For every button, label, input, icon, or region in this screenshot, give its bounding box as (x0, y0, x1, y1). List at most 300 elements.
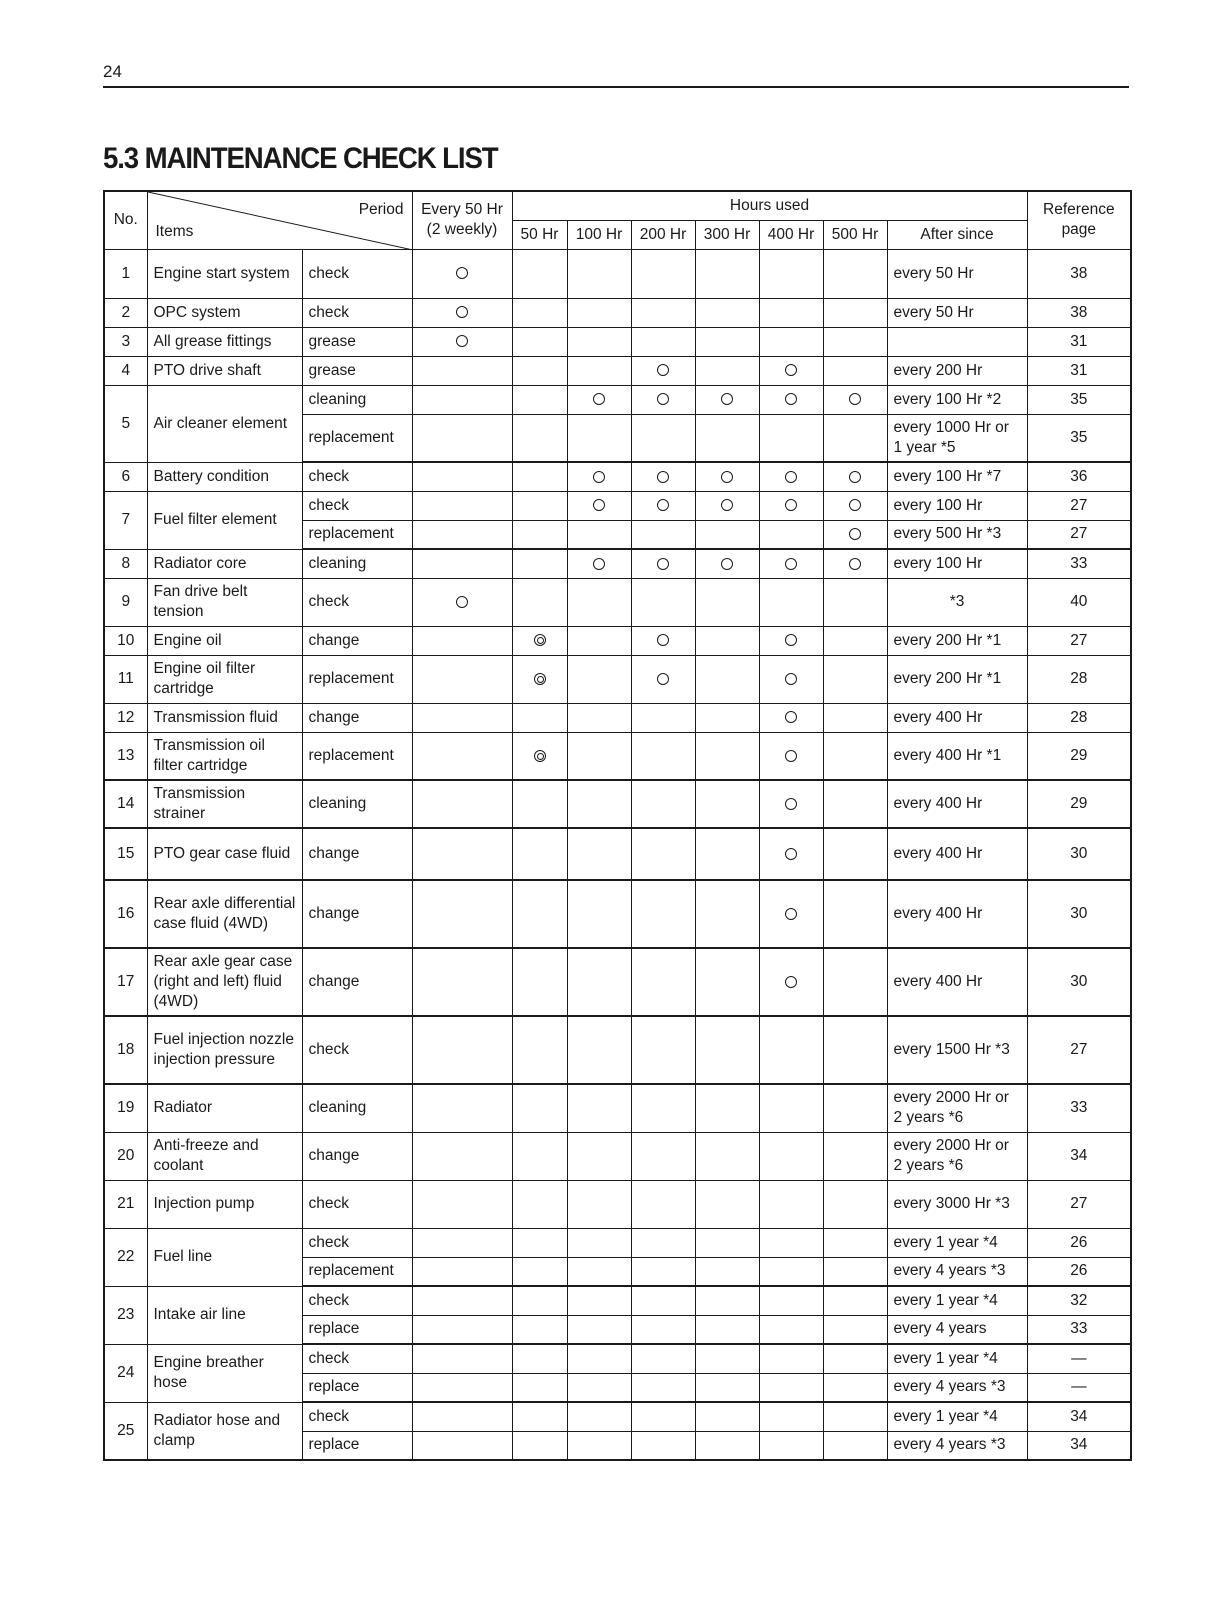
schedule-cell (412, 520, 512, 549)
header-every50-line2: (2 weekly) (426, 221, 498, 239)
row-period: cleaning (302, 549, 412, 578)
schedule-cell (567, 1373, 631, 1402)
schedule-cell (759, 578, 823, 626)
row-after-since: every 2000 Hr or 2 years *6 (887, 1132, 1027, 1180)
schedule-cell (567, 1344, 631, 1373)
schedule-cell (512, 732, 567, 780)
schedule-cell (695, 520, 759, 549)
table-row (104, 655, 1131, 703)
schedule-cell (631, 578, 695, 626)
schedule-cell (412, 780, 512, 828)
schedule-cell (695, 626, 759, 655)
row-number: 25 (104, 1402, 147, 1460)
schedule-cell (412, 1431, 512, 1460)
schedule-cell (759, 732, 823, 780)
table-row (104, 385, 1131, 414)
row-reference-page: 27 (1027, 491, 1131, 520)
row-after-since (887, 327, 1027, 356)
header-items: Items (155, 222, 194, 240)
schedule-cell (512, 948, 567, 1016)
schedule-cell (759, 491, 823, 520)
header-after-since: After since (887, 220, 1027, 249)
schedule-cell (823, 1228, 887, 1257)
circle-mark-icon (849, 499, 861, 511)
circle-mark-icon (657, 393, 669, 405)
schedule-cell (695, 655, 759, 703)
schedule-cell (823, 1257, 887, 1286)
schedule-cell (631, 655, 695, 703)
schedule-cell (695, 780, 759, 828)
schedule-cell (567, 1180, 631, 1228)
page-title: 5.3 MAINTENANCE CHECK LIST (103, 142, 498, 175)
schedule-cell (631, 703, 695, 732)
schedule-cell (512, 880, 567, 948)
schedule-cell (567, 491, 631, 520)
row-reference-page: 27 (1027, 520, 1131, 549)
schedule-cell (631, 626, 695, 655)
row-after-since: every 200 Hr (887, 356, 1027, 385)
row-reference-page: 30 (1027, 880, 1131, 948)
row-after-since: every 400 Hr (887, 948, 1027, 1016)
row-item: Radiator (147, 1084, 302, 1132)
schedule-cell (823, 1373, 887, 1402)
schedule-cell (631, 385, 695, 414)
header-period: Period (358, 201, 404, 218)
schedule-cell (823, 385, 887, 414)
schedule-cell (512, 1315, 567, 1344)
schedule-cell (631, 732, 695, 780)
schedule-cell (412, 578, 512, 626)
row-reference-page: 30 (1027, 948, 1131, 1016)
schedule-cell (823, 1286, 887, 1315)
circle-mark-icon (849, 528, 861, 540)
schedule-cell (412, 414, 512, 462)
schedule-cell (759, 298, 823, 327)
circle-mark-icon (785, 908, 797, 920)
table-row (104, 780, 1131, 828)
circle-mark-icon (657, 364, 669, 376)
table-row (104, 703, 1131, 732)
schedule-cell (759, 1402, 823, 1431)
table-row (104, 491, 1131, 520)
schedule-cell (695, 1286, 759, 1315)
schedule-cell (695, 578, 759, 626)
schedule-cell (512, 1132, 567, 1180)
schedule-cell (823, 703, 887, 732)
schedule-cell (512, 1016, 567, 1084)
schedule-cell (631, 1373, 695, 1402)
circle-mark-icon (721, 471, 733, 483)
schedule-cell (412, 298, 512, 327)
schedule-cell (567, 549, 631, 578)
header-hours-used: Hours used (512, 191, 1027, 220)
table-row (104, 1016, 1131, 1084)
row-reference-page: 26 (1027, 1257, 1131, 1286)
schedule-cell (512, 356, 567, 385)
schedule-cell (631, 414, 695, 462)
row-period: check (302, 462, 412, 491)
schedule-cell (412, 1373, 512, 1402)
schedule-cell (412, 655, 512, 703)
row-item: All grease fittings (147, 327, 302, 356)
schedule-cell (512, 1373, 567, 1402)
schedule-cell (412, 1180, 512, 1228)
row-item: Intake air line (147, 1286, 302, 1344)
schedule-cell (823, 1315, 887, 1344)
schedule-cell (759, 1257, 823, 1286)
schedule-cell (412, 880, 512, 948)
row-period: check (302, 1228, 412, 1257)
schedule-cell (759, 249, 823, 298)
row-number: 17 (104, 948, 147, 1016)
schedule-cell (512, 520, 567, 549)
schedule-cell (567, 655, 631, 703)
schedule-cell (631, 880, 695, 948)
schedule-cell (823, 880, 887, 948)
maintenance-check-table (103, 190, 1132, 1461)
schedule-cell (512, 414, 567, 462)
schedule-cell (567, 1084, 631, 1132)
schedule-cell (823, 780, 887, 828)
schedule-cell (823, 462, 887, 491)
schedule-cell (823, 1344, 887, 1373)
schedule-cell (631, 462, 695, 491)
row-reference-page: 35 (1027, 414, 1131, 462)
row-reference-page: 26 (1027, 1228, 1131, 1257)
circle-mark-icon (849, 558, 861, 570)
circle-mark-icon (849, 393, 861, 405)
row-after-since: every 4 years (887, 1315, 1027, 1344)
schedule-cell (695, 549, 759, 578)
row-item: PTO gear case fluid (147, 828, 302, 880)
row-period: check (302, 249, 412, 298)
schedule-cell (567, 880, 631, 948)
circle-mark-icon (593, 393, 605, 405)
row-after-since: every 1500 Hr *3 (887, 1016, 1027, 1084)
schedule-cell (695, 1344, 759, 1373)
schedule-cell (631, 1344, 695, 1373)
table-row (104, 828, 1131, 880)
row-after-since: every 400 Hr (887, 703, 1027, 732)
schedule-cell (695, 491, 759, 520)
row-number: 13 (104, 732, 147, 780)
schedule-cell (631, 780, 695, 828)
row-period: replace (302, 1315, 412, 1344)
row-reference-page: 27 (1027, 1016, 1131, 1084)
header-hour-200: 200 Hr (631, 220, 695, 249)
row-period: replacement (302, 520, 412, 549)
row-item: Rear axle gear case (right and left) fluid (4WD) (147, 948, 302, 1016)
row-after-since: every 200 Hr *1 (887, 655, 1027, 703)
row-reference-page: — (1027, 1373, 1131, 1402)
schedule-cell (823, 626, 887, 655)
schedule-cell (695, 1431, 759, 1460)
row-after-since: *3 (887, 578, 1027, 626)
schedule-cell (412, 1016, 512, 1084)
row-period: change (302, 948, 412, 1016)
schedule-cell (695, 1373, 759, 1402)
schedule-cell (412, 1228, 512, 1257)
row-after-since: every 400 Hr (887, 880, 1027, 948)
schedule-cell (512, 462, 567, 491)
row-reference-page: 31 (1027, 327, 1131, 356)
schedule-cell (631, 298, 695, 327)
schedule-cell (512, 491, 567, 520)
schedule-cell (567, 578, 631, 626)
circle-mark-icon (593, 499, 605, 511)
schedule-cell (512, 578, 567, 626)
schedule-cell (631, 327, 695, 356)
schedule-cell (631, 1228, 695, 1257)
table-body (104, 249, 1131, 1460)
schedule-cell (567, 1402, 631, 1431)
circle-mark-icon (849, 471, 861, 483)
schedule-cell (631, 520, 695, 549)
row-period: change (302, 703, 412, 732)
schedule-cell (695, 298, 759, 327)
circle-mark-icon (657, 558, 669, 570)
schedule-cell (567, 1315, 631, 1344)
circle-mark-icon (785, 750, 797, 762)
schedule-cell (759, 655, 823, 703)
schedule-cell (567, 462, 631, 491)
row-item: Rear axle differential case fluid (4WD) (147, 880, 302, 948)
circle-mark-icon (785, 711, 797, 723)
schedule-cell (567, 1132, 631, 1180)
schedule-cell (695, 414, 759, 462)
row-after-since: every 1 year *4 (887, 1228, 1027, 1257)
row-number: 8 (104, 549, 147, 578)
row-reference-page: 30 (1027, 828, 1131, 880)
row-after-since: every 2000 Hr or 2 years *6 (887, 1084, 1027, 1132)
row-period: change (302, 626, 412, 655)
table-row (104, 1132, 1131, 1180)
row-after-since: every 1 year *4 (887, 1344, 1027, 1373)
schedule-cell (823, 1180, 887, 1228)
circle-mark-icon (456, 267, 468, 279)
row-number: 9 (104, 578, 147, 626)
row-number: 18 (104, 1016, 147, 1084)
schedule-cell (567, 520, 631, 549)
table-row (104, 626, 1131, 655)
row-reference-page: 32 (1027, 1286, 1131, 1315)
schedule-cell (695, 732, 759, 780)
top-rule (103, 86, 1129, 88)
header-hour-400: 400 Hr (759, 220, 823, 249)
schedule-cell (412, 1315, 512, 1344)
header-every50 (412, 191, 512, 249)
schedule-cell (512, 327, 567, 356)
schedule-cell (631, 549, 695, 578)
row-item: Fuel injection nozzle injection pressure (147, 1016, 302, 1084)
circle-mark-icon (593, 558, 605, 570)
schedule-cell (823, 549, 887, 578)
schedule-cell (823, 948, 887, 1016)
row-after-since: every 4 years *3 (887, 1257, 1027, 1286)
schedule-cell (823, 1431, 887, 1460)
schedule-cell (567, 626, 631, 655)
schedule-cell (567, 732, 631, 780)
schedule-cell (759, 1286, 823, 1315)
table-row (104, 462, 1131, 491)
schedule-cell (823, 828, 887, 880)
schedule-cell (823, 1402, 887, 1431)
schedule-cell (567, 1286, 631, 1315)
row-reference-page: — (1027, 1344, 1131, 1373)
schedule-cell (412, 828, 512, 880)
schedule-cell (823, 732, 887, 780)
schedule-cell (695, 385, 759, 414)
row-item: Engine start system (147, 249, 302, 298)
schedule-cell (695, 880, 759, 948)
schedule-cell (759, 1084, 823, 1132)
schedule-cell (759, 520, 823, 549)
row-number: 20 (104, 1132, 147, 1180)
circle-mark-icon (785, 393, 797, 405)
row-number: 23 (104, 1286, 147, 1344)
schedule-cell (512, 1402, 567, 1431)
schedule-cell (823, 578, 887, 626)
page-number: 24 (103, 62, 122, 81)
row-period: check (302, 1016, 412, 1084)
header-ref-line1: Reference (1043, 201, 1115, 219)
schedule-cell (759, 1373, 823, 1402)
schedule-cell (512, 1257, 567, 1286)
schedule-cell (412, 1132, 512, 1180)
schedule-cell (631, 1431, 695, 1460)
circle-mark-icon (785, 499, 797, 511)
header-no: No. (104, 191, 147, 249)
row-after-since: every 50 Hr (887, 249, 1027, 298)
row-number: 10 (104, 626, 147, 655)
schedule-cell (567, 948, 631, 1016)
schedule-cell (759, 385, 823, 414)
row-reference-page: 38 (1027, 249, 1131, 298)
row-reference-page: 31 (1027, 356, 1131, 385)
circle-mark-icon (785, 471, 797, 483)
header-every50-line1: Every 50 Hr (421, 201, 503, 219)
row-number: 4 (104, 356, 147, 385)
schedule-cell (631, 491, 695, 520)
row-period: check (302, 1344, 412, 1373)
schedule-cell (631, 1016, 695, 1084)
schedule-cell (412, 1286, 512, 1315)
row-number: 2 (104, 298, 147, 327)
row-after-since: every 1 year *4 (887, 1286, 1027, 1315)
schedule-cell (512, 1084, 567, 1132)
row-item: Transmission oil filter cartridge (147, 732, 302, 780)
schedule-cell (512, 385, 567, 414)
schedule-cell (695, 249, 759, 298)
row-after-since: every 50 Hr (887, 298, 1027, 327)
schedule-cell (412, 1084, 512, 1132)
row-item: Fan drive belt tension (147, 578, 302, 626)
schedule-cell (695, 703, 759, 732)
schedule-cell (512, 1180, 567, 1228)
row-period: replacement (302, 414, 412, 462)
row-period: cleaning (302, 385, 412, 414)
table-row (104, 1228, 1131, 1257)
row-item: Transmission fluid (147, 703, 302, 732)
circle-mark-icon (785, 558, 797, 570)
table-row (104, 356, 1131, 385)
schedule-cell (695, 948, 759, 1016)
row-after-since: every 400 Hr (887, 780, 1027, 828)
schedule-cell (567, 1016, 631, 1084)
double-circle-mark-icon (534, 750, 546, 762)
row-number: 19 (104, 1084, 147, 1132)
row-reference-page: 35 (1027, 385, 1131, 414)
row-item: Radiator core (147, 549, 302, 578)
row-reference-page: 33 (1027, 1315, 1131, 1344)
header-hour-500: 500 Hr (823, 220, 887, 249)
schedule-cell (823, 249, 887, 298)
schedule-cell (823, 327, 887, 356)
schedule-cell (512, 780, 567, 828)
schedule-cell (412, 703, 512, 732)
schedule-cell (759, 1132, 823, 1180)
schedule-cell (759, 703, 823, 732)
row-after-since: every 1 year *4 (887, 1402, 1027, 1431)
schedule-cell (512, 549, 567, 578)
schedule-cell (759, 327, 823, 356)
table-row (104, 948, 1131, 1016)
row-reference-page: 29 (1027, 780, 1131, 828)
row-period: grease (302, 356, 412, 385)
schedule-cell (759, 1016, 823, 1084)
circle-mark-icon (456, 335, 468, 347)
schedule-cell (695, 356, 759, 385)
row-reference-page: 33 (1027, 1084, 1131, 1132)
header-reference (1027, 191, 1131, 249)
schedule-cell (631, 1257, 695, 1286)
schedule-cell (631, 948, 695, 1016)
schedule-cell (512, 703, 567, 732)
row-period: change (302, 880, 412, 948)
row-period: check (302, 491, 412, 520)
schedule-cell (512, 626, 567, 655)
row-number: 3 (104, 327, 147, 356)
schedule-cell (695, 327, 759, 356)
table-row (104, 1180, 1131, 1228)
schedule-cell (412, 549, 512, 578)
schedule-cell (695, 1315, 759, 1344)
table-row (104, 732, 1131, 780)
schedule-cell (631, 356, 695, 385)
row-after-since: every 100 Hr (887, 491, 1027, 520)
circle-mark-icon (785, 848, 797, 860)
row-reference-page: 33 (1027, 549, 1131, 578)
schedule-cell (695, 1402, 759, 1431)
row-period: check (302, 298, 412, 327)
row-after-since: every 200 Hr *1 (887, 626, 1027, 655)
schedule-cell (567, 1431, 631, 1460)
schedule-cell (823, 520, 887, 549)
row-reference-page: 28 (1027, 703, 1131, 732)
row-number: 7 (104, 491, 147, 549)
row-number: 24 (104, 1344, 147, 1402)
schedule-cell (759, 1344, 823, 1373)
table-row (104, 549, 1131, 578)
schedule-cell (567, 828, 631, 880)
row-period: check (302, 1286, 412, 1315)
schedule-cell (695, 828, 759, 880)
row-reference-page: 36 (1027, 462, 1131, 491)
schedule-cell (512, 1228, 567, 1257)
row-number: 1 (104, 249, 147, 298)
header-ref-line2: page (1061, 221, 1097, 239)
row-after-since: every 3000 Hr *3 (887, 1180, 1027, 1228)
